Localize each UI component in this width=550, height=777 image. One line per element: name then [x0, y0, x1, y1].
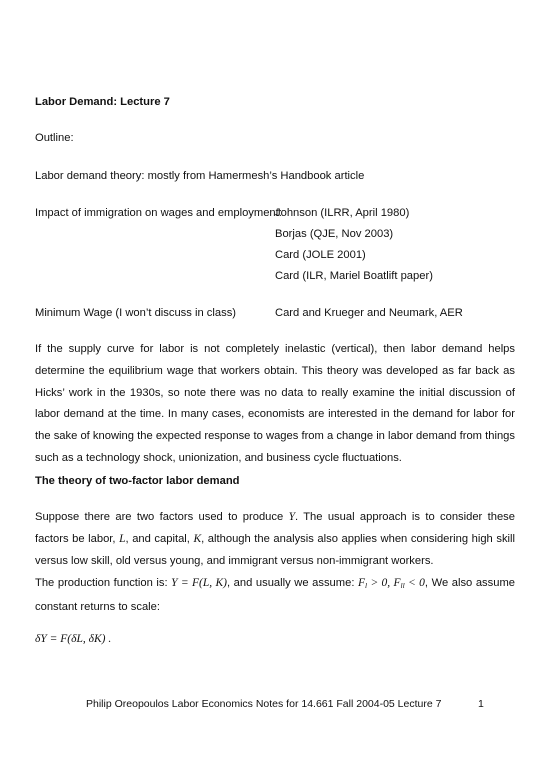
footer-text: Philip Oreopoulos Labor Economics Notes for 14.661 Fall 2004-05 Lecture 7 — [86, 698, 442, 710]
page-title: Labor Demand: Lecture 7 — [35, 96, 170, 108]
section-heading: The theory of two-factor labor demand — [35, 475, 240, 487]
minimum-wage-label: Minimum Wage (I won’t discuss in class) — [35, 307, 237, 319]
immigration-ref: Card (JOLE 2001) — [275, 249, 366, 261]
paragraph-labor-supply: If the supply curve for labor is not completely inelastic (vertical), then labor demand helps determine the equilibrium wage that workers obtain. This theory was developed as far back as Hicks’ work in the 1930s, so note there was no data to really examine the initial discussion of labor demand at the time. In many cases, economists are interested in the demand for labor for the sake of knowing the expected response to wages from a change in labor demand from things such as a technology shock, unionization, and business cycle fluctuations. — [35, 343, 515, 464]
production-function-equation: Y = F(L, K) — [171, 577, 227, 589]
immigration-ref: Borjas (QJE, Nov 2003) — [275, 228, 394, 240]
math-L: L — [119, 532, 126, 545]
paragraph-two-factors: Suppose there are two factors used to produce Y. The usual approach is to consider these factors be labor, L, and capital, K, although the analysis also applies when considering high skill versus low skill, old versus young, and immigrant versus non-immigrant workers. — [35, 511, 515, 567]
outline-label: Outline: — [35, 132, 74, 144]
paragraph-production-function: The production function is: Y = F(L, K), and usually we assume: $F_l > 0$, $F_{ll} < 0$, We also assume constant returns to scale: — [35, 577, 515, 613]
math-Y: Y — [288, 511, 295, 523]
returns-to-scale-equation: δY = F(δL, δK) . — [35, 633, 112, 645]
math-K: K — [193, 532, 202, 545]
theory-line: Labor demand theory: mostly from Hamermesh’s Handbook article — [35, 170, 365, 182]
immigration-ref: Card (ILR, Mariel Boatlift paper) — [275, 270, 433, 282]
immigration-label: Impact of immigration on wages and employment: — [35, 207, 282, 219]
immigration-ref: Johnson (ILRR, April 1980) — [275, 207, 410, 219]
minimum-wage-ref: Card and Krueger and Neumark, AER — [275, 307, 463, 319]
assumption-equation: $F_l > 0$, $F_{ll} < 0$ — [358, 577, 425, 590]
page-number: 1 — [478, 698, 484, 710]
